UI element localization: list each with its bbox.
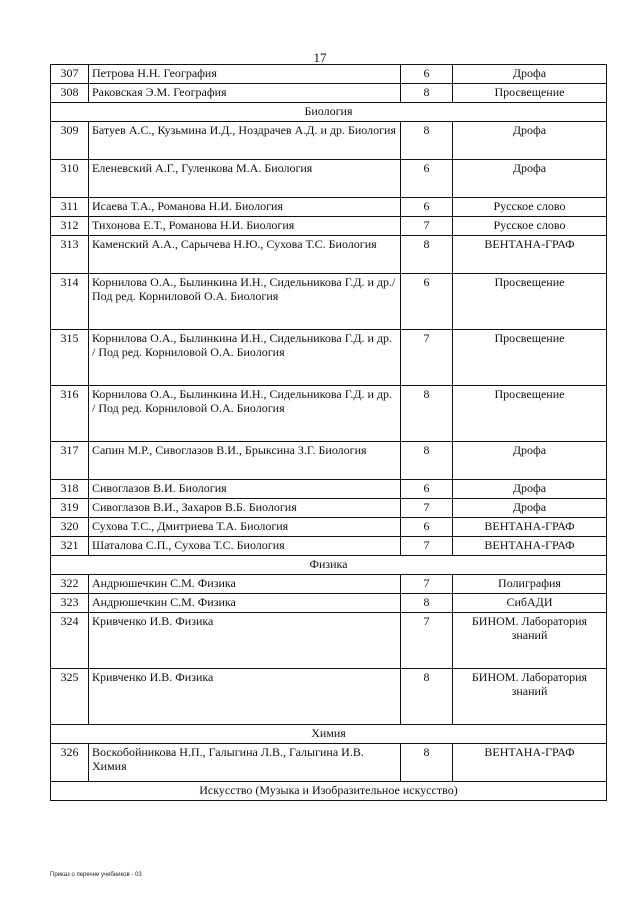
book-title: Еленевский А.Г., Гуленкова М.А. Биология (89, 160, 401, 198)
publisher-cell: ВЕНТАНА-ГРАФ (453, 236, 607, 274)
publisher-cell: Дрофа (453, 442, 607, 480)
grade-cell: 8 (401, 84, 453, 103)
book-title: Каменский А.А., Сарычева Н.Ю., Сухова Т.С. Биология (89, 236, 401, 274)
book-title: Кривченко И.В. Физика (89, 613, 401, 669)
publisher-cell: БИНОМ. Лаборатория знаний (453, 669, 607, 725)
publisher-cell: Просвещение (453, 386, 607, 442)
grade-cell: 8 (401, 122, 453, 160)
table-row (51, 274, 607, 330)
grade-cell: 7 (401, 537, 453, 556)
book-title: Исаева Т.А., Романова Н.И. Биология (89, 198, 401, 217)
book-title: Раковская Э.М. География (89, 84, 401, 103)
grade-cell: 6 (401, 274, 453, 330)
table-row (51, 217, 607, 236)
book-title: Воскобойникова Н.П., Галыгина Л.В., Галыгина И.В. Химия (89, 744, 401, 782)
book-title: Сухова Т.С., Дмитриева Т.А. Биология (89, 518, 401, 537)
table-row (51, 198, 607, 217)
table-row (51, 480, 607, 499)
grade-cell: 6 (401, 198, 453, 217)
grade-cell: 7 (401, 613, 453, 669)
grade-cell: 7 (401, 217, 453, 236)
section-row (51, 725, 607, 744)
row-number: 326 (51, 744, 89, 782)
row-number: 325 (51, 669, 89, 725)
table-row (51, 594, 607, 613)
book-title: Кривченко И.В. Физика (89, 669, 401, 725)
row-number: 316 (51, 386, 89, 442)
row-number: 314 (51, 274, 89, 330)
publisher-cell: Просвещение (453, 274, 607, 330)
publisher-cell: ВЕНТАНА-ГРАФ (453, 537, 607, 556)
grade-cell: 6 (401, 160, 453, 198)
grade-cell: 8 (401, 236, 453, 274)
grade-cell: 7 (401, 575, 453, 594)
row-number: 308 (51, 84, 89, 103)
section-title: Химия (51, 725, 607, 744)
publisher-cell: Дрофа (453, 480, 607, 499)
publisher-cell: Просвещение (453, 330, 607, 386)
row-number: 309 (51, 122, 89, 160)
row-number: 320 (51, 518, 89, 537)
grade-cell: 7 (401, 499, 453, 518)
grade-cell: 6 (401, 480, 453, 499)
section-title: Искусство (Музыка и Изобразительное искусство) (51, 782, 607, 801)
textbook-table (50, 64, 607, 801)
table-row (51, 122, 607, 160)
table-row (51, 669, 607, 725)
table-row (51, 537, 607, 556)
section-row (51, 556, 607, 575)
row-number: 319 (51, 499, 89, 518)
publisher-cell: Полиграфия (453, 575, 607, 594)
publisher-cell: ВЕНТАНА-ГРАФ (453, 744, 607, 782)
table-row (51, 442, 607, 480)
book-title: Шаталова С.П., Сухова Т.С. Биология (89, 537, 401, 556)
book-title: Тихонова Е.Т., Романова Н.И. Биология (89, 217, 401, 236)
grade-cell: 8 (401, 386, 453, 442)
grade-cell: 7 (401, 330, 453, 386)
grade-cell: 6 (401, 518, 453, 537)
row-number: 323 (51, 594, 89, 613)
book-title: Сивоглазов В.И., Захаров В.Б. Биология (89, 499, 401, 518)
book-title: Петрова Н.Н. География (89, 65, 401, 84)
publisher-cell: Дрофа (453, 122, 607, 160)
row-number: 312 (51, 217, 89, 236)
publisher-cell: Русское слово (453, 217, 607, 236)
grade-cell: 8 (401, 669, 453, 725)
publisher-cell: Русское слово (453, 198, 607, 217)
footer-note: Приказ о перечне учебников - 03 (50, 872, 142, 878)
table-row (51, 575, 607, 594)
row-number: 321 (51, 537, 89, 556)
row-number: 318 (51, 480, 89, 499)
publisher-cell: Просвещение (453, 84, 607, 103)
row-number: 310 (51, 160, 89, 198)
table-row (51, 65, 607, 84)
publisher-cell: БИНОМ. Лаборатория знаний (453, 613, 607, 669)
row-number: 317 (51, 442, 89, 480)
book-title: Сивоглазов В.И. Биология (89, 480, 401, 499)
table-row (51, 330, 607, 386)
table-row (51, 386, 607, 442)
grade-cell: 8 (401, 594, 453, 613)
publisher-cell: ВЕНТАНА-ГРАФ (453, 518, 607, 537)
table-row (51, 84, 607, 103)
row-number: 313 (51, 236, 89, 274)
grade-cell: 8 (401, 744, 453, 782)
row-number: 315 (51, 330, 89, 386)
table-row (51, 236, 607, 274)
table-row (51, 744, 607, 782)
table-body (51, 65, 607, 801)
book-title: Батуев А.С., Кузьмина И.Д., Ноздрачев А.Д. и др. Биология (89, 122, 401, 160)
row-number: 307 (51, 65, 89, 84)
section-title: Биология (51, 103, 607, 122)
publisher-cell: Дрофа (453, 65, 607, 84)
book-title: Корнилова О.А., Былинкина И.Н., Сидельникова Г.Д. и др./ Под ред. Корниловой О.А. Биология (89, 274, 401, 330)
section-row (51, 782, 607, 801)
table-row (51, 518, 607, 537)
table-row (51, 499, 607, 518)
book-title: Корнилова О.А., Былинкина И.Н., Сидельникова Г.Д. и др. / Под ред. Корниловой О.А. Биология (89, 386, 401, 442)
grade-cell: 6 (401, 65, 453, 84)
page-number: 17 (313, 50, 327, 65)
book-title: Андрюшечкин С.М. Физика (89, 575, 401, 594)
book-title: Андрюшечкин С.М. Физика (89, 594, 401, 613)
table-row (51, 160, 607, 198)
publisher-cell: Дрофа (453, 160, 607, 198)
section-row (51, 103, 607, 122)
publisher-cell: Дрофа (453, 499, 607, 518)
row-number: 322 (51, 575, 89, 594)
table-row (51, 613, 607, 669)
row-number: 324 (51, 613, 89, 669)
book-title: Сапин М.Р., Сивоглазов В.И., Брыксина З.Г. Биология (89, 442, 401, 480)
grade-cell: 8 (401, 442, 453, 480)
section-title: Физика (51, 556, 607, 575)
row-number: 311 (51, 198, 89, 217)
publisher-cell: СибАДИ (453, 594, 607, 613)
book-title: Корнилова О.А., Былинкина И.Н., Сидельникова Г.Д. и др. / Под ред. Корниловой О.А. Биология (89, 330, 401, 386)
